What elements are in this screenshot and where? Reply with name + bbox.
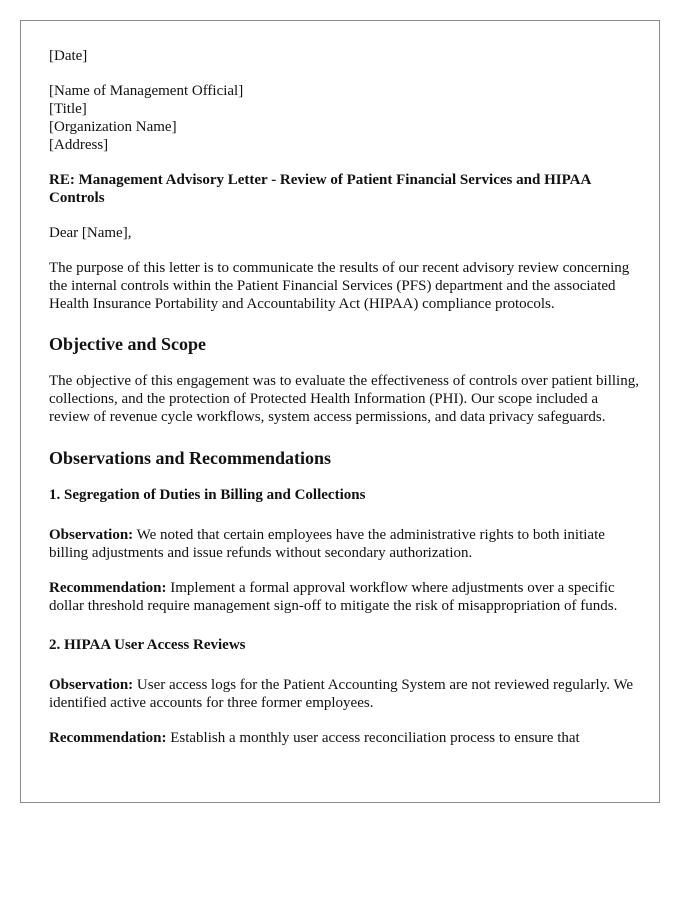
letter-date: [Date] [49,48,88,64]
intro-paragraph: The purpose of this letter is to communicate the results of our recent advisory review concerning the internal controls within the Patient Financial Services (PFS) department and the associated Health Insurance Portability and Accountability Act (HIPAA) compliance protocols. [49,260,630,312]
observation-label: Observation: [49,677,134,693]
salutation: Dear [Name], [49,225,132,241]
observation-label: Observation: [49,527,134,543]
observation-paragraph [49,676,639,712]
recommendation-paragraph [49,729,639,747]
recommendation-label: Recommendation: [49,580,167,596]
observation-text: We noted that certain employees have the administrative rights to both initiate billing adjustments and issue refunds without secondary authorization. [49,527,605,561]
recipient-title: [Title] [49,101,87,117]
observation-item-title: 1. Segregation of Duties in Billing and Collections [49,487,366,503]
recipient-address-block [49,82,639,154]
observation-item-title: 2. HIPAA User Access Reviews [49,637,246,653]
observations-heading: Observations and Recommendations [49,448,332,468]
observation-paragraph [49,526,639,562]
subject-line: RE: Management Advisory Letter - Review of Patient Financial Services and HIPAA Controls [49,172,591,206]
recipient-address: [Address] [49,137,109,153]
letter-content [49,47,639,764]
recommendation-text: Implement a formal approval workflow where adjustments over a specific dollar threshold require management sign-off to mitigate the risk of misappropriation of funds. [49,580,618,614]
objective-heading: Objective and Scope [49,334,206,354]
objective-paragraph: The objective of this engagement was to evaluate the effectiveness of controls over patient billing, collections, and the protection of Protected Health Information (PHI). Our scope included a review of revenue cycle workflows, system access permissions, and data privacy safeguards. [49,373,639,425]
observation-text: User access logs for the Patient Accounting System are not reviewed regularly. We identified active accounts for three former employees. [49,677,634,711]
recommendation-paragraph [49,579,639,615]
recommendation-label: Recommendation: [49,730,167,746]
recipient-name: [Name of Management Official] [49,83,244,99]
recommendation-text: Establish a monthly user access reconciliation process to ensure that [170,730,580,746]
recipient-organization: [Organization Name] [49,119,177,135]
letter-page [20,20,660,803]
observation-item [49,636,639,747]
observation-item [49,486,639,615]
